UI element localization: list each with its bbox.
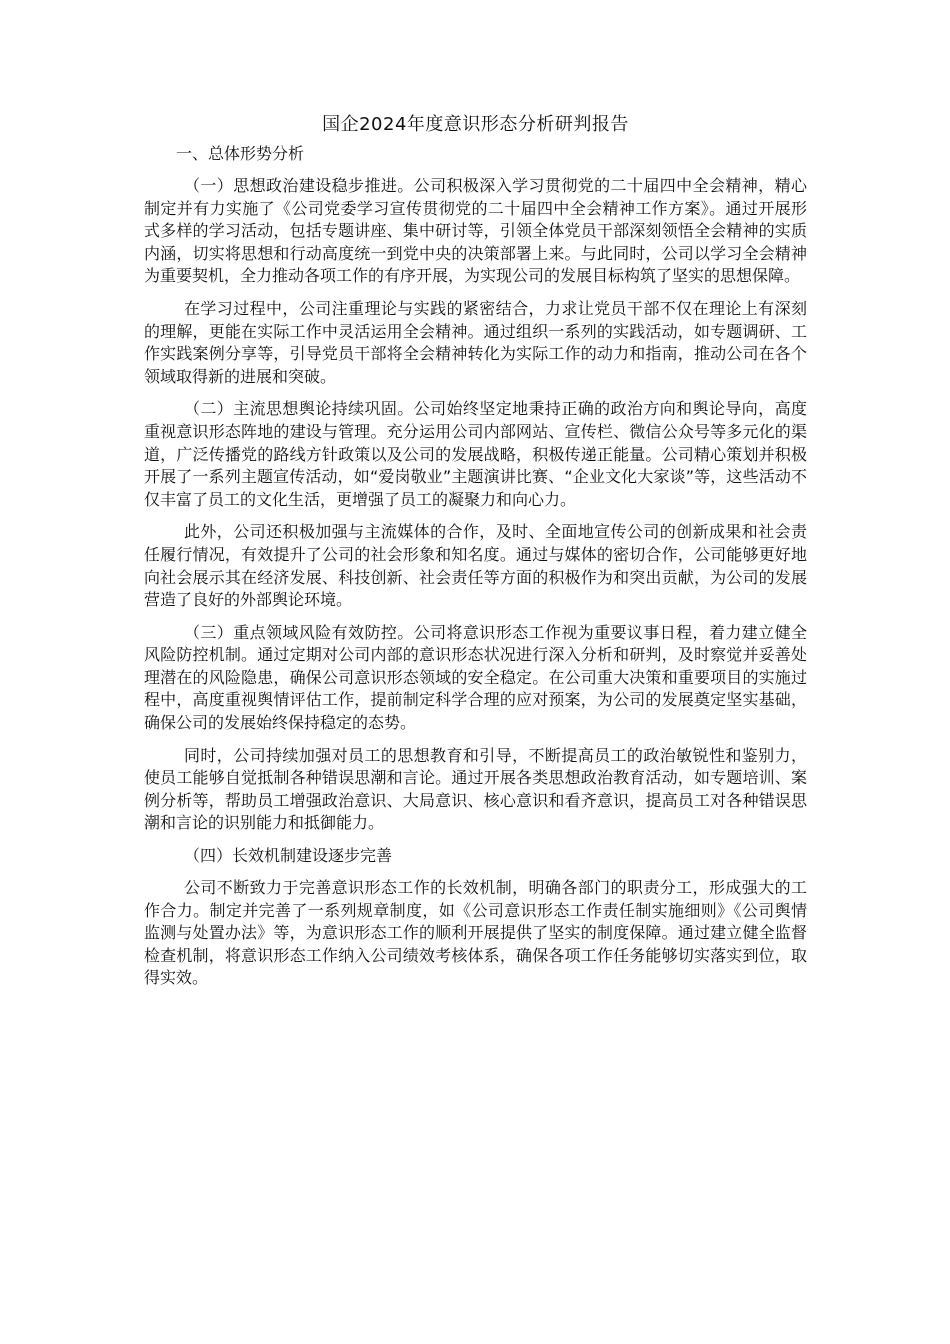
paragraph-risk-control: （三）重点领域风险有效防控。公司将意识形态工作视为重要议事日程，着力建立健全风险防控机制。通过定期对公司内部的意识形态状况进行深入分析和研判，及时察觉并妥善处理潜在的风险隐患，确保公司意识形态领域的安全稳定。在公司重大决策和重要项目的实施过程中，高度重视舆情评估工作，提前制定科学合理的应对预案，为公司的发展奠定坚实基础，确保公司的发展始终保持稳定的态势。: [144, 622, 807, 733]
paragraph-theory-practice: 在学习过程中，公司注重理论与实践的紧密结合，力求让党员干部不仅在理论上有深刻的理解，更能在实际工作中灵活运用全会精神。通过组织一系列的实践活动，如专题调研、工作实践案例分享等，引导党员干部将全会精神转化为实际工作的动力和指南，推动公司在各个领域取得新的进展和突破。: [144, 298, 807, 386]
paragraph-long-term-mechanism: 公司不断致力于完善意识形态工作的长效机制，明确各部门的职责分工，形成强大的工作合力。制定并完善了一系列规章制度，如《公司意识形态工作责任制实施细则》《公司舆情监测与处置办法》等，为意识形态工作的顺利开展提供了坚实的制度保障。通过建立健全监督检查机制，将意识形态工作纳入公司绩效考核体系，确保各项工作任务能够切实落实到位，取得实效。: [144, 878, 807, 988]
paragraph-employee-education: 同时，公司持续加强对员工的思想教育和引导，不断提高员工的政治敏锐性和鉴别力，使员工能够自觉抵制各种错误思潮和言论。通过开展各类思想政治教育活动，如专题培训、案例分析等，帮助员工增强政治意识、大局意识、核心意识和看齐意识，提高员工对各种错误思潮和言论的识别能力和抵御能力。: [144, 745, 807, 833]
paragraph-ideological-construction: （一）思想政治建设稳步推进。公司积极深入学习贯彻党的二十届四中全会精神，精心制定并有力实施了《公司党委学习宣传贯彻党的二十届四中全会精神工作方案》。通过开展形式多样的学习活动，包括专题讲座、集中研讨等，引领全体党员干部深刻领悟全会精神的实质内涵，切实将思想和行动高度统一到党中央的决策部署上来。与此同时，公司以学习全会精神为重要契机，全力推动各项工作的有序开展，为实现公司的发展目标构筑了坚实的思想保障。: [144, 176, 807, 286]
paragraph-mainstream-opinion: （二）主流思想舆论持续巩固。公司始终坚定地秉持正确的政治方向和舆论导向，高度重视意识形态阵地的建设与管理。充分运用公司内部网站、宣传栏、微信公众号等多元化的渠道，广泛传播党的路线方针政策以及公司的发展战略，积极传递正能量。公司精心策划并积极开展了一系列主题宣传活动，如“爱岗敬业”主题演讲比赛、“企业文化大家谈”等，这些活动不仅丰富了员工的文化生活，更增强了员工的凝聚力和向心力。: [144, 399, 807, 509]
document-page: [144, 113, 807, 1000]
paragraph-media-cooperation: 此外，公司还积极加强与主流媒体的合作，及时、全面地宣传公司的创新成果和社会责任履行情况，有效提升了公司的社会形象和知名度。通过与媒体的密切合作，公司能够更好地向社会展示其在经济发展、科技创新、社会责任等方面的积极作为和突出贡献，为公司的发展营造了良好的外部舆论环境。: [144, 522, 807, 610]
section-heading-overall-situation: 一、总体形势分析: [176, 144, 305, 163]
subheading-long-term-mechanism: （四）长效机制建设逐步完善: [184, 846, 393, 866]
document-title: 国企2024年度意识形态分析研判报告: [322, 114, 629, 135]
